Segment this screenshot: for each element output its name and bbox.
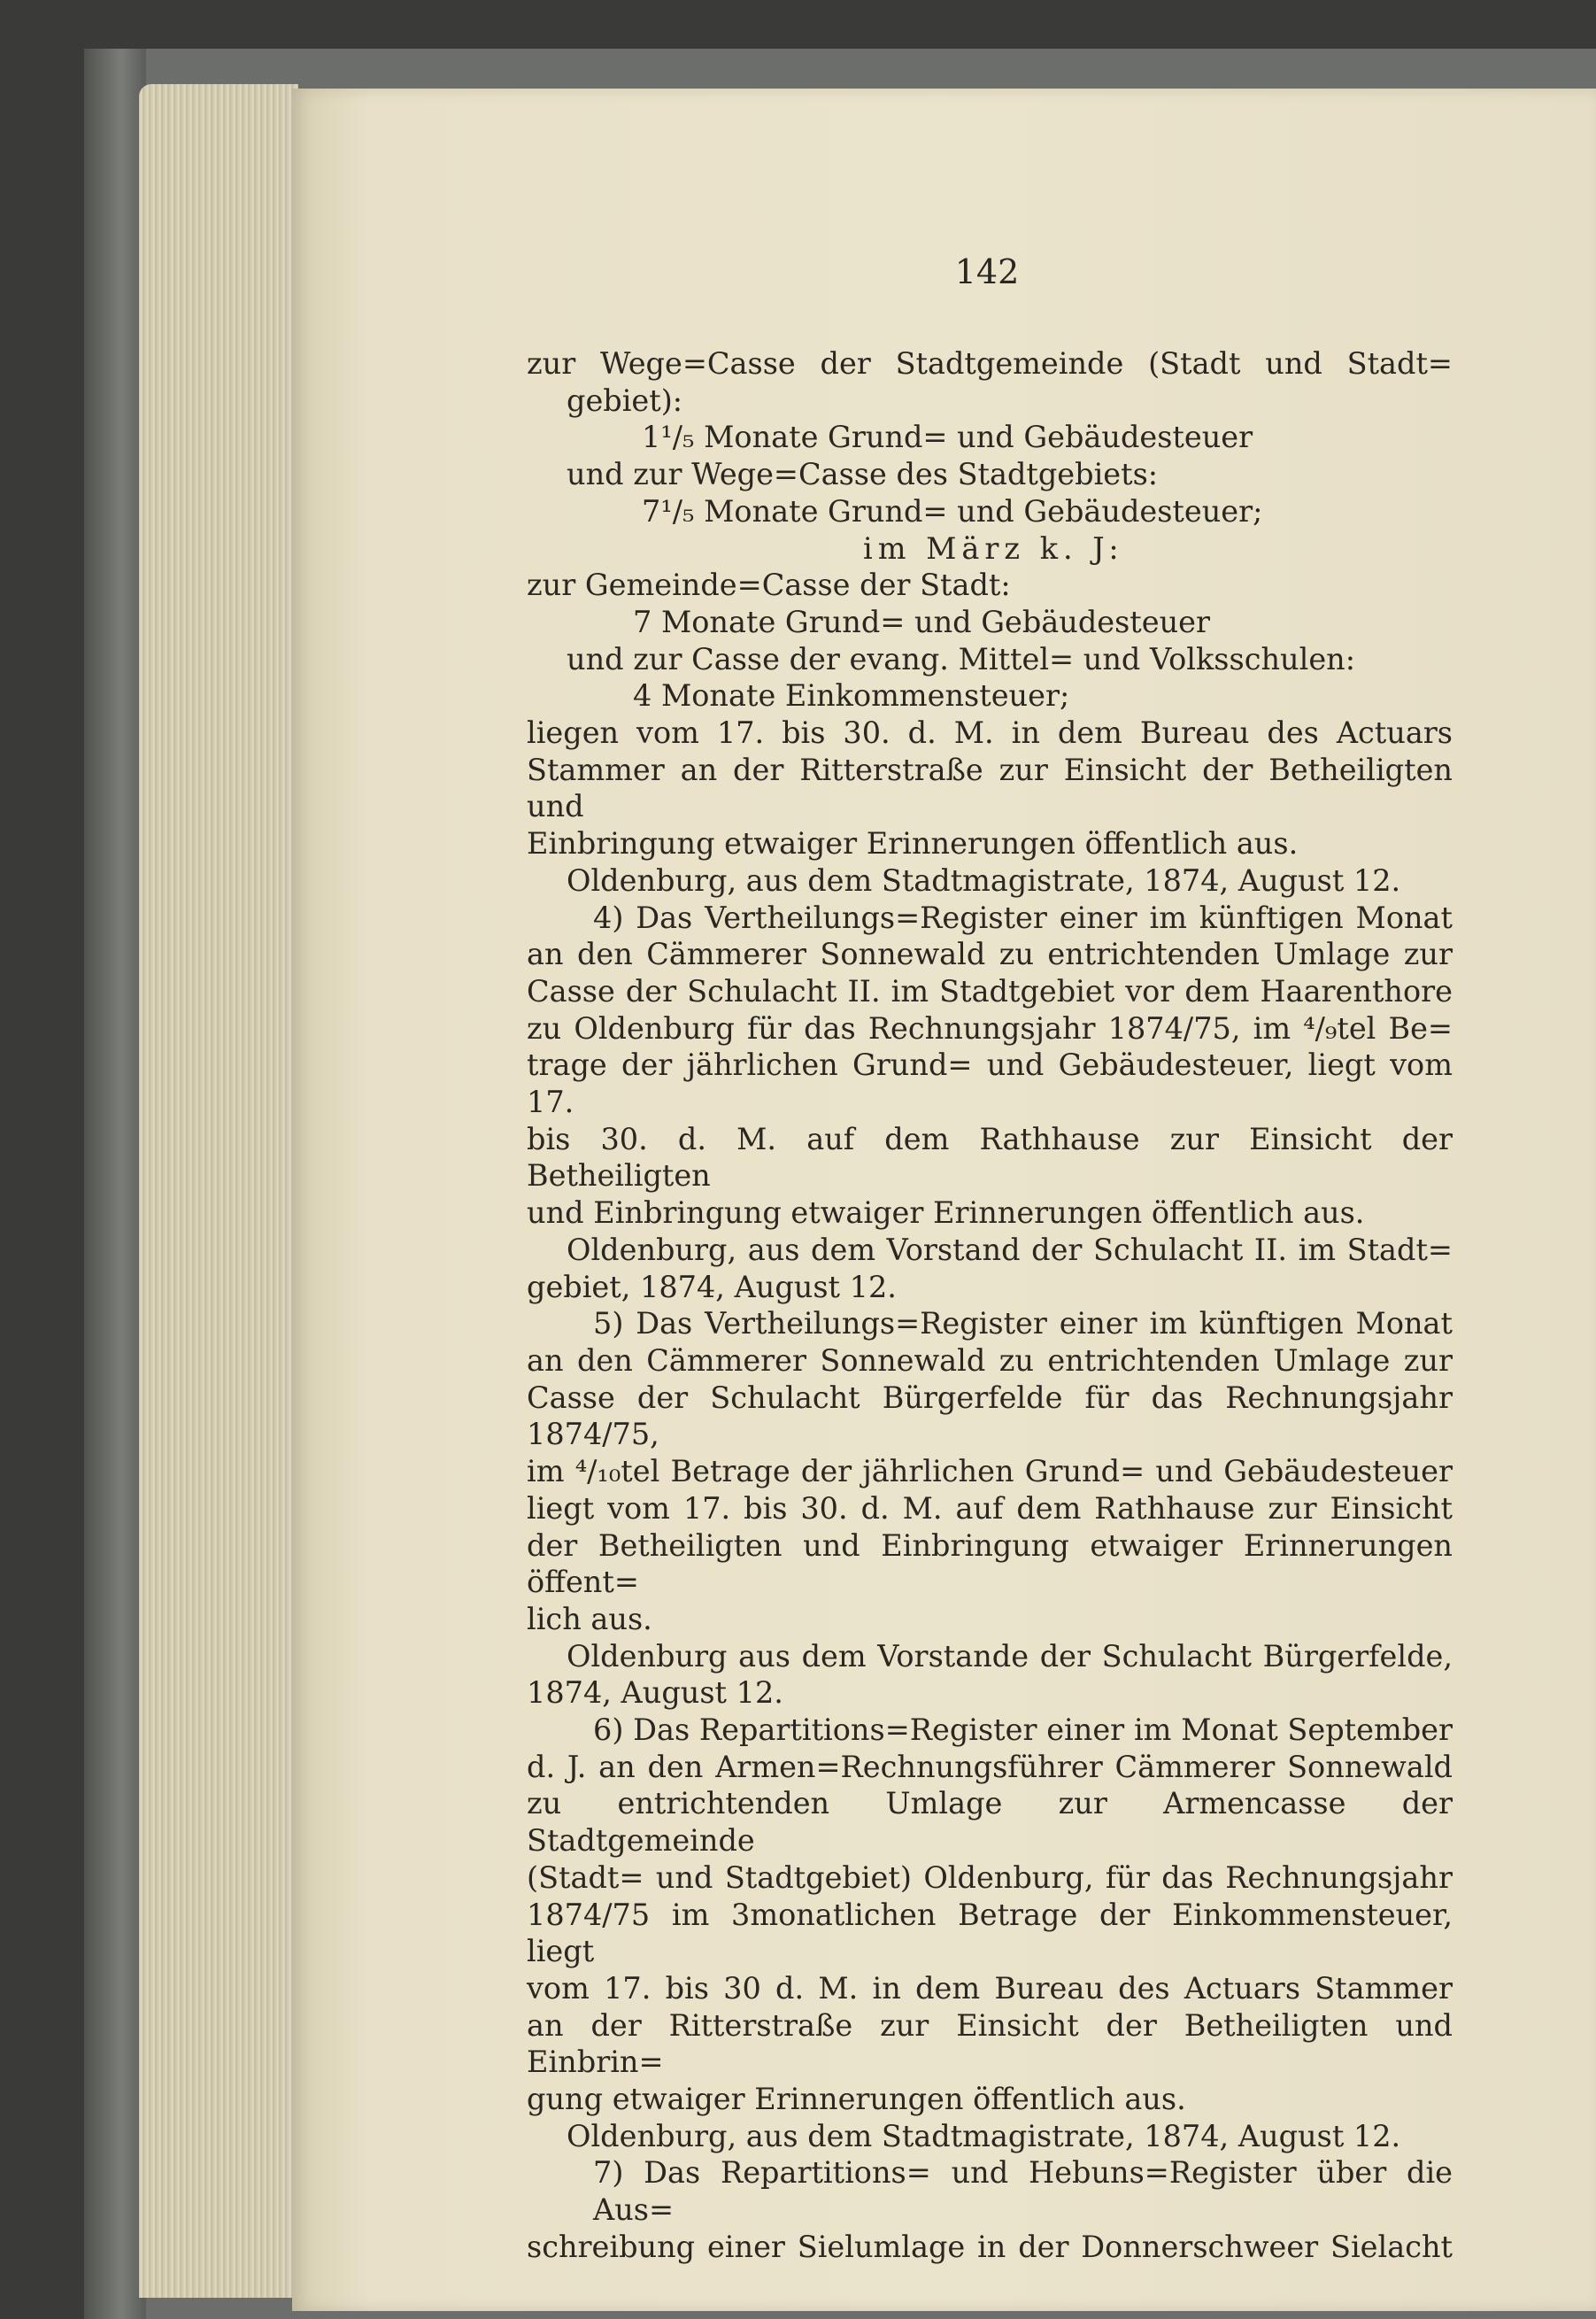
- text-line: im ⁴/₁₀tel Betrage der jährlichen Grund= und Gebäudesteuer: [527, 1454, 1453, 1489]
- book-cover-edge: [84, 49, 146, 2319]
- text-line: trage der jährlichen Grund= und Gebäudesteuer, liegt vom 17.: [527, 1047, 1453, 1120]
- text-line: Oldenburg, aus dem Stadtmagistrate, 1874, August 12.: [567, 862, 1401, 898]
- text-line: 1874/75 im 3monatlichen Betrage der Einkommensteuer, liegt: [527, 1897, 1453, 1969]
- text-line: (Stadt= und Stadtgebiet) Oldenburg, für das Rechnungsjahr: [527, 1859, 1453, 1895]
- text-line: zu entrichtenden Umlage zur Armencasse der Stadtgemeinde: [527, 1786, 1453, 1859]
- text-line: Einbringung etwaiger Erinnerungen öffentlich aus.: [527, 826, 1299, 862]
- text-line: Oldenburg, aus dem Vorstand der Schulacht II. im Stadt=: [567, 1232, 1453, 1267]
- body-text: [527, 345, 1453, 2266]
- text-line: bis 30. d. M. auf dem Rathhause zur Einsicht der Betheiligten: [527, 1121, 1453, 1194]
- text-line: 6) Das Repartitions=Register einer im Monat September: [593, 1712, 1453, 1748]
- text-line: Oldenburg, aus dem Stadtmagistrate, 1874, August 12.: [567, 2118, 1401, 2153]
- text-line: zur Wege=Casse der Stadtgemeinde (Stadt und Stadt=: [527, 346, 1453, 381]
- text-line: gebiet, 1874, August 12.: [527, 1269, 897, 1304]
- text-line: liegen vom 17. bis 30. d. M. in dem Bureau des Actuars: [527, 715, 1453, 751]
- text-line: im März k. J:: [863, 530, 1124, 566]
- page-number: 142: [954, 252, 1020, 291]
- text-line: zu Oldenburg für das Rechnungsjahr 1874/75, im ⁴/₉tel Be=: [527, 1010, 1453, 1046]
- text-line: 1874, August 12.: [527, 1675, 783, 1711]
- text-line: Stammer an der Ritterstraße zur Einsicht der Betheiligten und: [527, 752, 1453, 824]
- text-line: schreibung einer Sielumlage in der Donnerschweer Sielacht: [527, 2229, 1453, 2264]
- text-line: 4) Das Vertheilungs=Register einer im künftigen Monat: [593, 900, 1453, 935]
- text-line: liegt vom 17. bis 30. d. M. auf dem Rathhause zur Einsicht: [527, 1490, 1453, 1526]
- text-line: d. J. an den Armen=Rechnungsführer Cämmerer Sonnewald: [527, 1749, 1453, 1784]
- text-line: Oldenburg aus dem Vorstande der Schulacht Bürgerfelde,: [567, 1638, 1453, 1674]
- text-line: vom 17. bis 30 d. M. in dem Bureau des Actuars Stammer: [527, 1970, 1453, 2006]
- text-line: an der Ritterstraße zur Einsicht der Betheiligten und Einbrin=: [527, 2007, 1453, 2080]
- text-line: und zur Wege=Casse des Stadtgebiets:: [567, 457, 1159, 492]
- text-line: an den Cämmerer Sonnewald zu entrichtenden Umlage zur: [527, 937, 1453, 972]
- text-line: und zur Casse der evang. Mittel= und Volksschulen:: [567, 641, 1356, 676]
- page-stack-edge: [139, 84, 298, 2298]
- text-line: gung etwaiger Erinnerungen öffentlich aus.: [527, 2082, 1186, 2117]
- text-line: 7 Monate Grund= und Gebäudesteuer: [633, 604, 1210, 639]
- text-line: an den Cämmerer Sonnewald zu entrichtenden Umlage zur: [527, 1342, 1453, 1378]
- text-line: gebiet):: [567, 383, 683, 418]
- text-line: 7¹/₅ Monate Grund= und Gebäudesteuer;: [642, 493, 1263, 529]
- text-line: 5) Das Vertheilungs=Register einer im künftigen Monat: [593, 1306, 1453, 1341]
- text-line: 1¹/₅ Monate Grund= und Gebäudesteuer: [642, 420, 1253, 455]
- text-line: Casse der Schulacht Bürgerfelde für das Rechnungsjahr 1874/75,: [527, 1380, 1453, 1452]
- text-line: Casse der Schulacht II. im Stadtgebiet vor dem Haarenthore: [527, 973, 1453, 1009]
- text-line: zur Gemeinde=Casse der Stadt:: [527, 568, 1011, 603]
- text-line: 7) Das Repartitions= und Hebuns=Register über die Aus=: [593, 2155, 1453, 2228]
- text-line: der Betheiligten und Einbringung etwaiger Erinnerungen öffent=: [527, 1527, 1453, 1600]
- text-line: 4 Monate Einkommensteuer;: [633, 678, 1070, 714]
- text-line: und Einbringung etwaiger Erinnerungen öffentlich aus.: [527, 1195, 1365, 1231]
- text-line: lich aus.: [527, 1601, 652, 1636]
